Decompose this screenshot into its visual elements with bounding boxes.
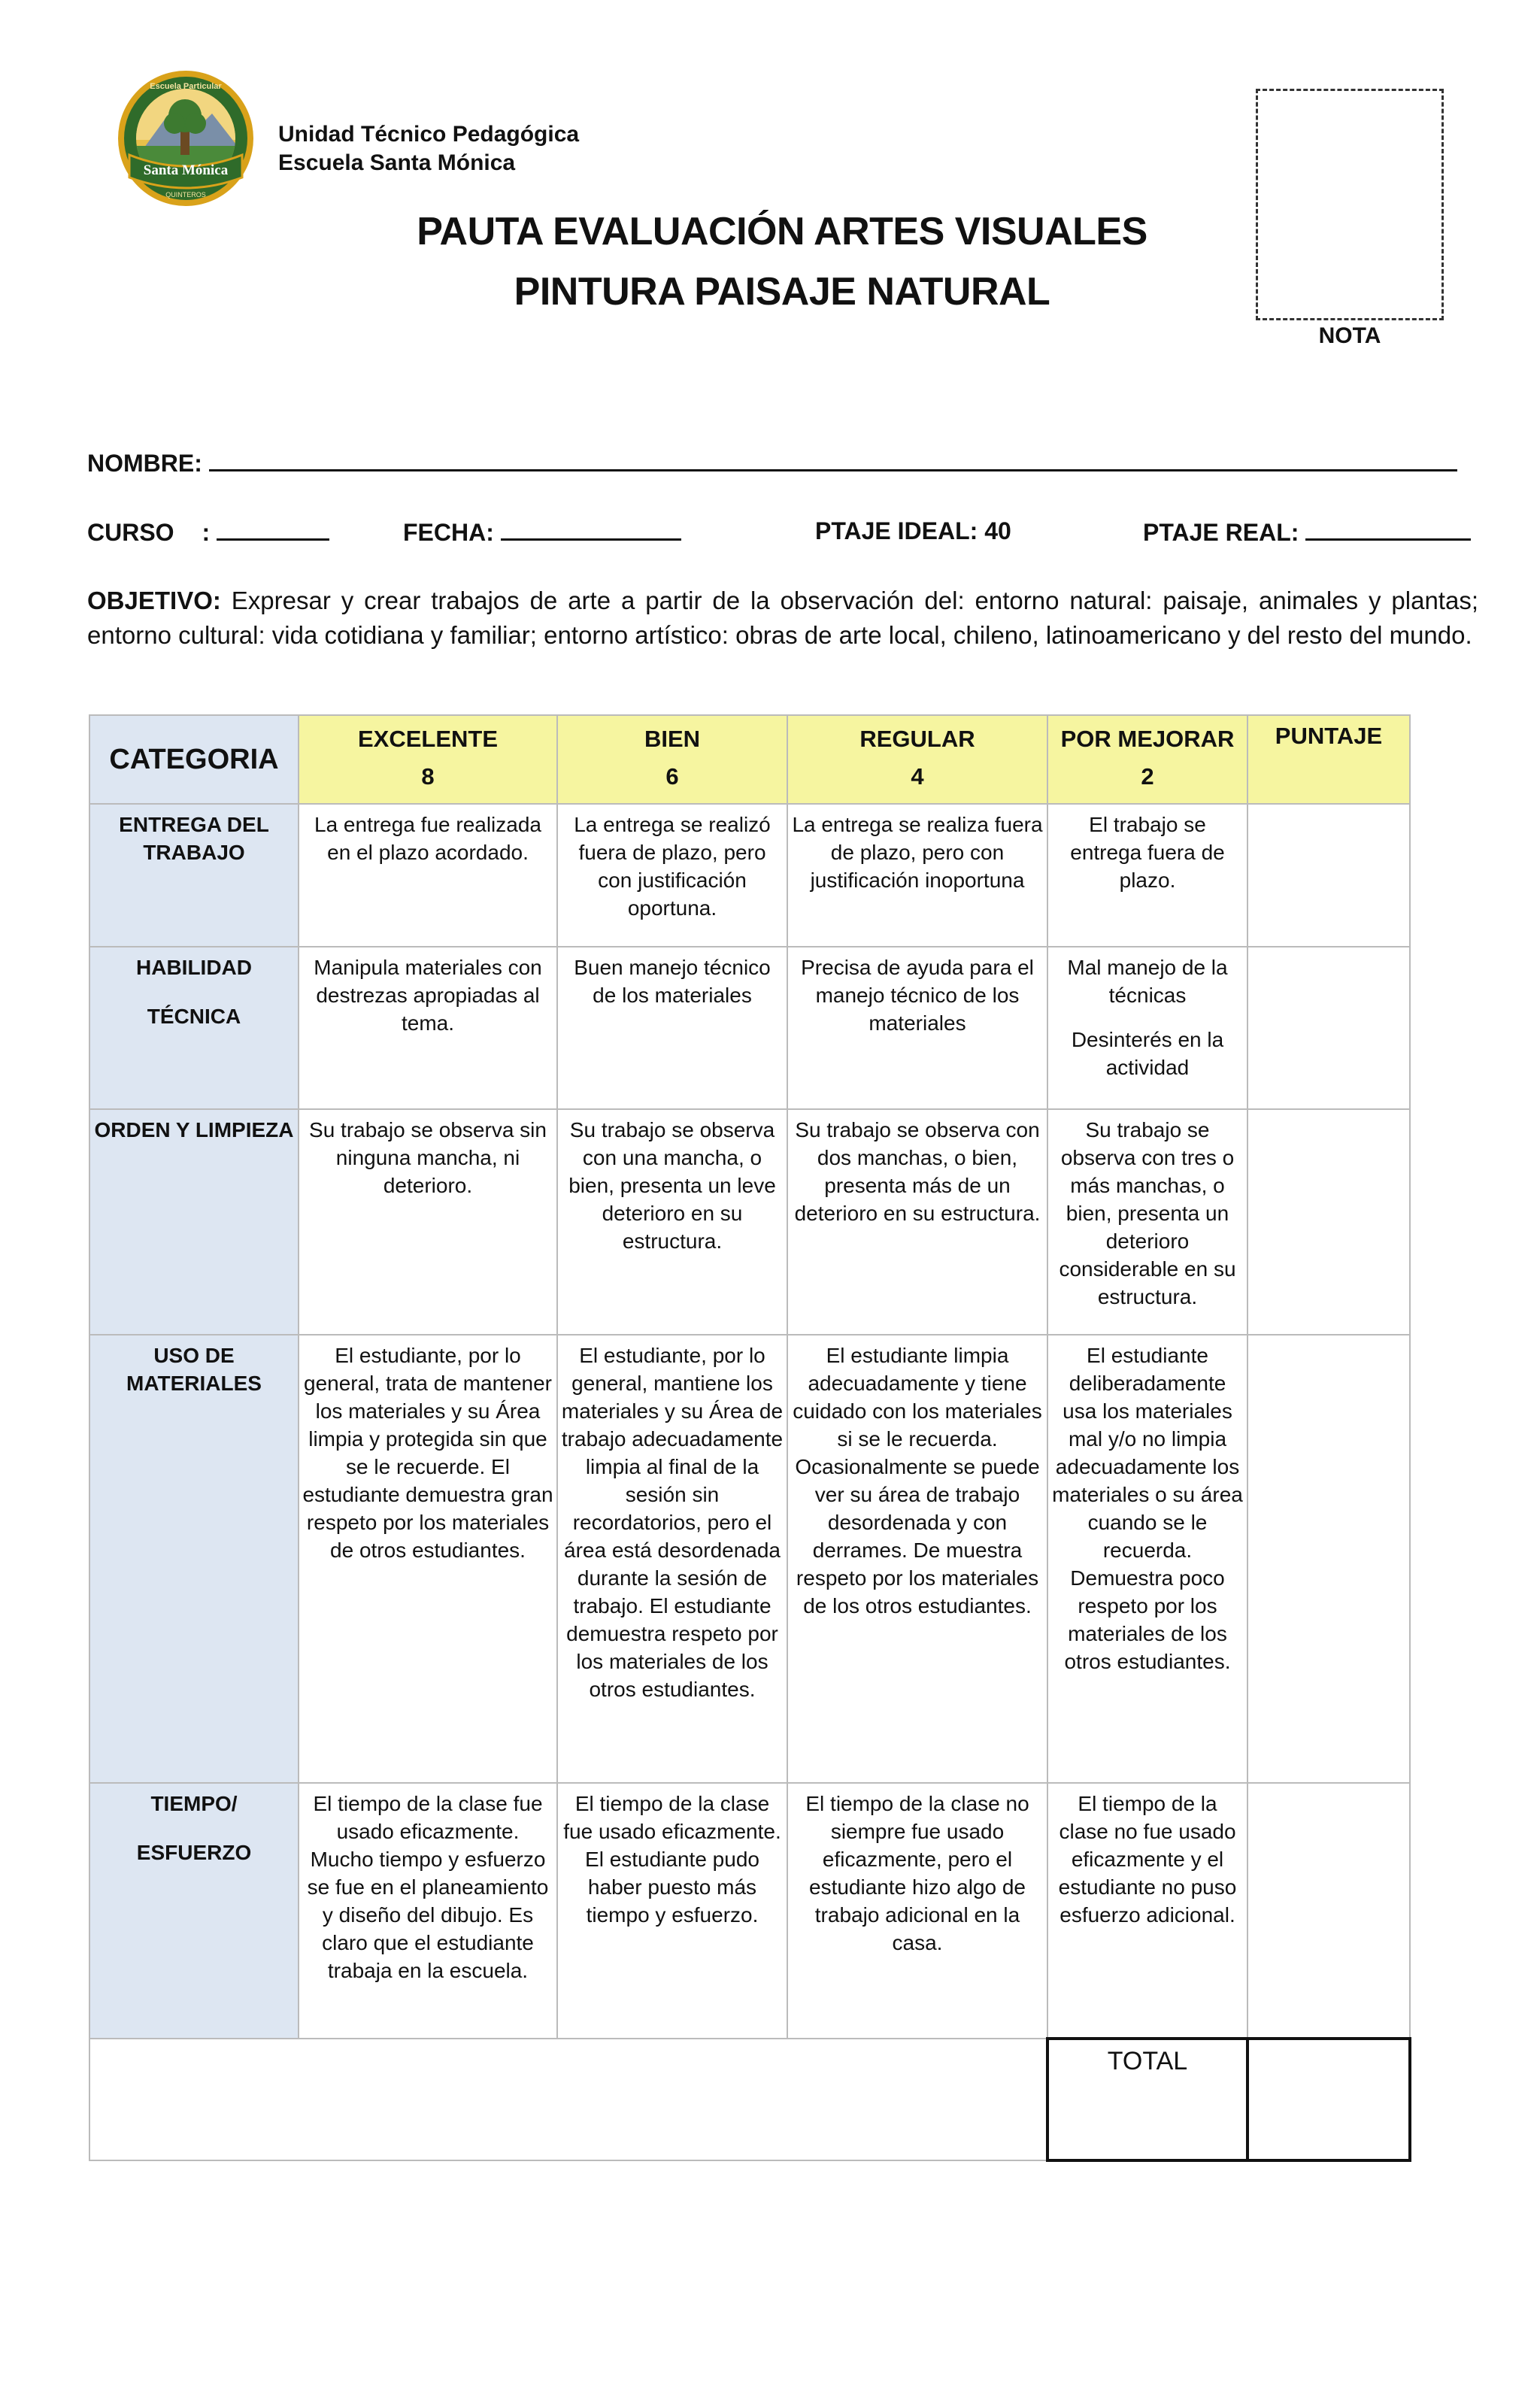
- category-cell: [89, 1783, 299, 2039]
- criterion-cell: La entrega se realiza fuera de plazo, pero con justificación inoportuna: [787, 804, 1047, 947]
- name-field: [87, 448, 1457, 477]
- real-score-blank[interactable]: [1305, 517, 1471, 541]
- criterion-cell: La entrega fue realizada en el plazo acordado.: [299, 804, 557, 947]
- criterion-cell: La entrega se realizó fuera de plazo, pero con justificación oportuna.: [557, 804, 787, 947]
- table-row: [89, 1783, 1410, 2039]
- criterion-cell: El estudiante, por lo general, mantiene los materiales y su Área de trabajo adecuadamente limpia al final de la sesión sin recordatorios, pero el área está desordenada durante la sesión de trabajo. El estudiante demuestra respeto por los materiales de los otros estudiantes.: [557, 1335, 787, 1783]
- name-label: NOMBRE:: [87, 450, 202, 477]
- criterion-cell: Su trabajo se observa con una mancha, o bien, presenta un leve deterioro en su estructura.: [557, 1109, 787, 1335]
- course-blank[interactable]: [217, 517, 329, 541]
- criterion-cell: Su trabajo se observa con dos manchas, o bien, presenta más de un deterioro en su estructura.: [787, 1109, 1047, 1335]
- criterion-cell: El tiempo de la clase fue usado eficazmente. Mucho tiempo y esfuerzo se fue en el planeamiento y diseño del dibujo. Es claro que el estudiante trabaja en la escuela.: [299, 1783, 557, 2039]
- score-cell[interactable]: [1247, 1335, 1410, 1783]
- real-score-field: [1143, 517, 1471, 547]
- course-label: CURSO: [87, 519, 174, 546]
- table-row: [89, 1335, 1410, 1783]
- criterion-cell: [1047, 1109, 1247, 1335]
- criterion-cell: El tiempo de la clase no siempre fue usado eficazmente, pero el estudiante hizo algo de trabajo adicional en la casa.: [787, 1783, 1047, 2039]
- level-points: 2: [1141, 763, 1154, 790]
- total-row: [89, 2039, 1410, 2160]
- date-label: FECHA:: [403, 519, 494, 546]
- page-subtitle: PINTURA PAISAJE NATURAL: [514, 270, 1050, 314]
- objective-label: OBJETIVO:: [87, 587, 221, 614]
- score-cell[interactable]: [1247, 947, 1410, 1109]
- category-label-2: ESFUERZO: [136, 1841, 252, 1864]
- grade-label: NOTA: [1318, 323, 1381, 348]
- ideal-score: PTAJE IDEAL: 40: [815, 517, 1011, 544]
- category-cell: [89, 804, 299, 947]
- criterion-cell: El estudiante, por lo general, trata de mantener los materiales y su Área limpia y protegida sin que se le recuerde. El estudiante demuestra gran respeto por los materiales de otros estudiantes.: [299, 1335, 557, 1783]
- total-label: TOTAL: [1047, 2039, 1247, 2160]
- category-cell: [89, 1109, 299, 1335]
- page-title: PAUTA EVALUACIÓN ARTES VISUALES: [417, 210, 1147, 253]
- school-header: [278, 120, 579, 177]
- school-logo: [114, 65, 257, 215]
- score-cell[interactable]: [1247, 1109, 1410, 1335]
- date-field: [403, 517, 681, 547]
- category-header: CATEGORIA: [89, 715, 299, 804]
- category-label: ENTREGA DEL TRABAJO: [119, 813, 269, 864]
- criterion-cell: [1047, 1335, 1247, 1783]
- level-header-bien: [557, 715, 787, 804]
- criterion-cell: Buen manejo técnico de los materiales: [557, 947, 787, 1109]
- level-points: 8: [421, 763, 435, 790]
- score-header: PUNTAJE: [1247, 715, 1410, 804]
- grade-box: [1256, 89, 1444, 320]
- rubric-table: [89, 714, 1411, 2162]
- category-cell: [89, 947, 299, 1109]
- real-score-label: PTAJE REAL:: [1143, 519, 1299, 546]
- category-label: HABILIDAD: [136, 956, 252, 979]
- level-points: 6: [665, 763, 679, 790]
- criterion-cell: Precisa de ayuda para el manejo técnico de los materiales: [787, 947, 1047, 1109]
- score-cell[interactable]: [1247, 804, 1410, 947]
- criterion-text: El tiempo de la clase no fue usado eficazmente y el estudiante no puso esfuerzo adicional.: [1058, 1792, 1237, 1927]
- table-row: [89, 1109, 1410, 1335]
- level-name: POR MEJORAR: [1060, 726, 1235, 752]
- svg-text:Santa Mónica: Santa Mónica: [143, 162, 229, 178]
- objective-paragraph: [87, 584, 1478, 653]
- table-row: [89, 804, 1410, 947]
- criterion-cell: [1047, 1783, 1247, 2039]
- criterion-text-2: Desinterés en la actividad: [1071, 1028, 1224, 1079]
- level-name: BIEN: [644, 726, 701, 752]
- svg-text:Escuela Particular: Escuela Particular: [150, 82, 222, 91]
- school-name: Escuela Santa Mónica: [278, 150, 516, 175]
- criterion-cell: [1047, 947, 1247, 1109]
- table-row: [89, 947, 1410, 1109]
- criterion-text: Su trabajo se observa con tres o más manchas, o bien, presenta un deterioro considerable en su estructura.: [1059, 1118, 1236, 1308]
- category-label: TIEMPO/: [150, 1792, 238, 1815]
- category-cell: [89, 1335, 299, 1783]
- category-label-2: TÉCNICA: [147, 1005, 241, 1028]
- course-field: [87, 517, 329, 547]
- criterion-cell: [1047, 804, 1247, 947]
- level-header-regular: [787, 715, 1047, 804]
- criterion-cell: Su trabajo se observa sin ninguna mancha, ni deterioro.: [299, 1109, 557, 1335]
- level-name: EXCELENTE: [357, 726, 499, 752]
- table-header-row: [89, 715, 1410, 804]
- criterion-cell: El tiempo de la clase fue usado eficazmente. El estudiante pudo haber puesto más tiempo y esfuerzo.: [557, 1783, 787, 2039]
- criterion-cell: El estudiante limpia adecuadamente y tiene cuidado con los materiales si se le recuerda. Ocasionalmente se puede ver su área de trabajo desordenada y con derrames. De muestra respeto por los materiales de los otros estudiantes.: [787, 1335, 1047, 1783]
- category-label: ORDEN Y LIMPIEZA: [94, 1118, 294, 1141]
- date-blank[interactable]: [501, 517, 681, 541]
- svg-text:QUINTEROS: QUINTEROS: [165, 191, 206, 199]
- criterion-cell: Manipula materiales con destrezas apropiadas al tema.: [299, 947, 557, 1109]
- level-header-por-mejorar: [1047, 715, 1247, 804]
- name-blank[interactable]: [209, 448, 1457, 471]
- unit-name: Unidad Técnico Pedagógica: [278, 122, 580, 147]
- score-cell[interactable]: [1247, 1783, 1410, 2039]
- total-score-cell[interactable]: [1247, 2039, 1410, 2160]
- course-colon: :: [202, 519, 211, 546]
- criterion-text: El trabajo se entrega fuera de plazo.: [1070, 813, 1225, 892]
- level-header-excelente: [299, 715, 557, 804]
- level-points: 4: [911, 763, 924, 790]
- category-label: USO DE MATERIALES: [126, 1344, 262, 1395]
- objective-text: Expresar y crear trabajos de arte a partir de la observación del: entorno natural: paisaje, animales y plantas; entorno cultural: vida cotidiana y familiar; entorno artístico: obras de arte local, chileno, latinoamericano y del resto del mundo.: [87, 587, 1478, 649]
- total-spacer: [89, 2039, 1047, 2160]
- criterion-text: El estudiante deliberadamente usa los materiales mal y/o no limpia adecuadamente los materiales o su área cuando se le recuerda. Demuestra poco respeto por los materiales de los otros estudiantes.: [1052, 1344, 1243, 1673]
- criterion-text: Mal manejo de la técnicas: [1067, 956, 1228, 1007]
- level-name: REGULAR: [859, 726, 975, 752]
